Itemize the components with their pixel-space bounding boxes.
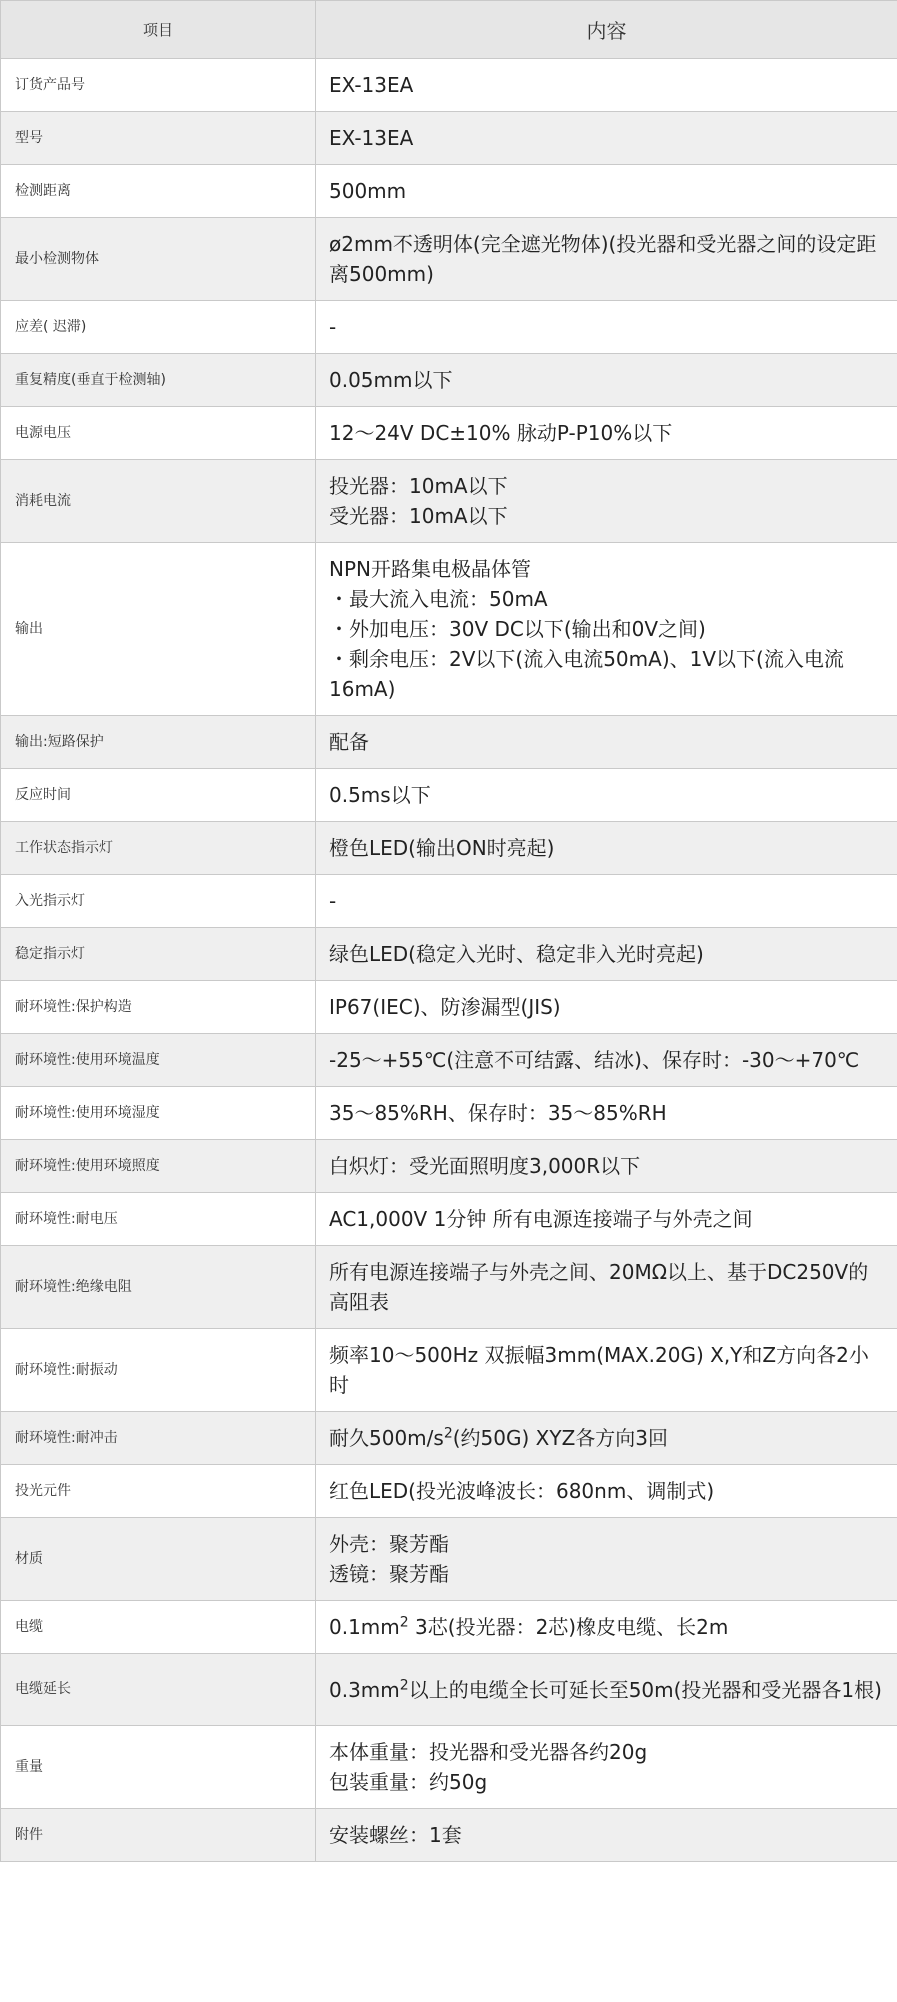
value-line: NPN开路集电极晶体管 [329, 557, 531, 581]
row-value [316, 218, 897, 301]
row-value [316, 1518, 897, 1601]
row-value [316, 1726, 897, 1809]
value-line: 受光器：10mA以下 [329, 504, 508, 528]
value-line: 所有电源连接端子与外壳之间、20MΩ以上、基于DC250V的高阻表 [329, 1260, 869, 1314]
value-part: (约50G) XYZ各方向3回 [452, 1426, 669, 1450]
row-value [316, 1465, 897, 1518]
table-row [1, 59, 897, 112]
value-line: 外壳：聚芳酯 [329, 1532, 449, 1556]
spec-table-body [1, 59, 897, 1862]
row-value [316, 1601, 897, 1654]
table-row [1, 1601, 897, 1654]
value-line: 绿色LED(稳定入光时、稳定非入光时亮起) [329, 942, 704, 966]
value-line: 包装重量：约50g [329, 1770, 488, 1794]
table-header-row [1, 1, 897, 59]
row-label: 型号 [1, 112, 316, 165]
value-line: 橙色LED(输出ON时亮起) [329, 836, 555, 860]
row-label: 订货产品号 [1, 59, 316, 112]
table-row [1, 218, 897, 301]
value-line: 500mm [329, 179, 407, 203]
table-row [1, 543, 897, 716]
table-row [1, 1809, 897, 1862]
table-row [1, 165, 897, 218]
value-line: AC1,000V 1分钟 所有电源连接端子与外壳之间 [329, 1207, 753, 1231]
value-line: EX-13EA [329, 126, 414, 150]
row-value [316, 1034, 897, 1087]
row-label: 重量 [1, 1726, 316, 1809]
superscript: 2 [399, 1614, 409, 1631]
table-row [1, 928, 897, 981]
header-item: 项目 [1, 1, 316, 59]
value-line: 投光器：10mA以下 [329, 474, 508, 498]
superscript: 2 [443, 1425, 453, 1442]
row-label: 应差( 迟滞) [1, 301, 316, 354]
table-row [1, 1412, 897, 1465]
table-row [1, 981, 897, 1034]
row-value [316, 1654, 897, 1726]
row-value [316, 928, 897, 981]
row-label: 输出 [1, 543, 316, 716]
row-value [316, 543, 897, 716]
row-label: 耐环境性:保护构造 [1, 981, 316, 1034]
row-label: 反应时间 [1, 769, 316, 822]
row-value [316, 165, 897, 218]
value-line: - [329, 315, 337, 339]
table-row [1, 822, 897, 875]
row-label: 材质 [1, 1518, 316, 1601]
row-label: 检测距离 [1, 165, 316, 218]
row-label: 耐环境性:使用环境照度 [1, 1140, 316, 1193]
superscript: 2 [399, 1676, 409, 1693]
table-row [1, 354, 897, 407]
value-line: ・外加电压：30V DC以下(输出和0V之间) [329, 617, 706, 641]
row-value [316, 1412, 897, 1465]
table-row [1, 1246, 897, 1329]
row-label: 最小检测物体 [1, 218, 316, 301]
row-label: 耐环境性:绝缘电阻 [1, 1246, 316, 1329]
table-row [1, 716, 897, 769]
row-label: 耐环境性:耐冲击 [1, 1412, 316, 1465]
value-line: -25～+55℃(注意不可结露、结冰)、保存时：-30～+70℃ [329, 1048, 860, 1072]
table-row [1, 1654, 897, 1726]
row-value [316, 112, 897, 165]
row-label: 附件 [1, 1809, 316, 1862]
row-value [316, 1193, 897, 1246]
table-row [1, 1726, 897, 1809]
table-row [1, 1140, 897, 1193]
table-row [1, 875, 897, 928]
row-label: 电缆延长 [1, 1654, 316, 1726]
value-line: 配备 [329, 730, 369, 754]
table-row [1, 769, 897, 822]
value-line: 白炽灯：受光面照明度3,000R以下 [329, 1154, 641, 1178]
value-line: ・最大流入电流：50mA [329, 587, 548, 611]
row-value [316, 460, 897, 543]
row-label: 稳定指示灯 [1, 928, 316, 981]
row-label: 输出:短路保护 [1, 716, 316, 769]
value-line: 透镜：聚芳酯 [329, 1562, 449, 1586]
value-line: EX-13EA [329, 73, 414, 97]
row-label: 耐环境性:使用环境湿度 [1, 1087, 316, 1140]
row-label: 电缆 [1, 1601, 316, 1654]
table-row [1, 1087, 897, 1140]
value-line: 本体重量：投光器和受光器各约20g [329, 1740, 648, 1764]
row-label: 投光元件 [1, 1465, 316, 1518]
value-line: 0.5ms以下 [329, 783, 431, 807]
table-row [1, 1518, 897, 1601]
row-value [316, 1087, 897, 1140]
header-content: 内容 [316, 1, 897, 59]
row-value [316, 981, 897, 1034]
value-part: 以上的电缆全长可延长至50m(投光器和受光器各1根) [408, 1677, 882, 1702]
row-value [316, 1809, 897, 1862]
row-value [316, 875, 897, 928]
row-label: 耐环境性:使用环境温度 [1, 1034, 316, 1087]
value-line: ø2mm不透明体(完全遮光物体)(投光器和受光器之间的设定距离500mm) [329, 232, 877, 286]
row-value [316, 769, 897, 822]
table-row [1, 1193, 897, 1246]
row-label: 耐环境性:耐电压 [1, 1193, 316, 1246]
row-value [316, 354, 897, 407]
value-line: 12～24V DC±10% 脉动P-P10%以下 [329, 421, 673, 445]
row-value [316, 1246, 897, 1329]
table-row [1, 1034, 897, 1087]
row-value [316, 301, 897, 354]
value-line: 安装螺丝：1套 [329, 1823, 462, 1847]
value-part: 3芯(投光器：2芯)橡皮电缆、长2m [408, 1615, 729, 1639]
value-line: - [329, 889, 337, 913]
row-label: 重复精度(垂直于检测轴) [1, 354, 316, 407]
row-label: 入光指示灯 [1, 875, 316, 928]
row-value [316, 822, 897, 875]
table-row [1, 1465, 897, 1518]
row-label: 电源电压 [1, 407, 316, 460]
row-value [316, 716, 897, 769]
value-part: 0.1mm [329, 1615, 400, 1639]
value-line: ・剩余电压：2V以下(流入电流50mA)、1V以下(流入电流16mA) [329, 647, 844, 701]
table-row [1, 112, 897, 165]
value-line: 35～85%RH、保存时：35～85%RH [329, 1101, 667, 1125]
row-label: 消耗电流 [1, 460, 316, 543]
row-label: 工作状态指示灯 [1, 822, 316, 875]
table-row [1, 301, 897, 354]
row-label: 耐环境性:耐振动 [1, 1329, 316, 1412]
value-line: 0.05mm以下 [329, 368, 453, 392]
value-line: 频率10～500Hz 双振幅3mm(MAX.20G) X,Y和Z方向各2小时 [329, 1343, 869, 1397]
value-line: IP67(IEC)、防渗漏型(JIS) [329, 995, 561, 1019]
row-value [316, 1140, 897, 1193]
table-row [1, 1329, 897, 1412]
row-value [316, 1329, 897, 1412]
value-part: 0.3mm [329, 1677, 400, 1702]
value-line: 红色LED(投光波峰波长：680nm、调制式) [329, 1479, 715, 1503]
row-value [316, 407, 897, 460]
table-row [1, 407, 897, 460]
table-row [1, 460, 897, 543]
value-part: 耐久500m/s [329, 1426, 444, 1450]
row-value [316, 59, 897, 112]
